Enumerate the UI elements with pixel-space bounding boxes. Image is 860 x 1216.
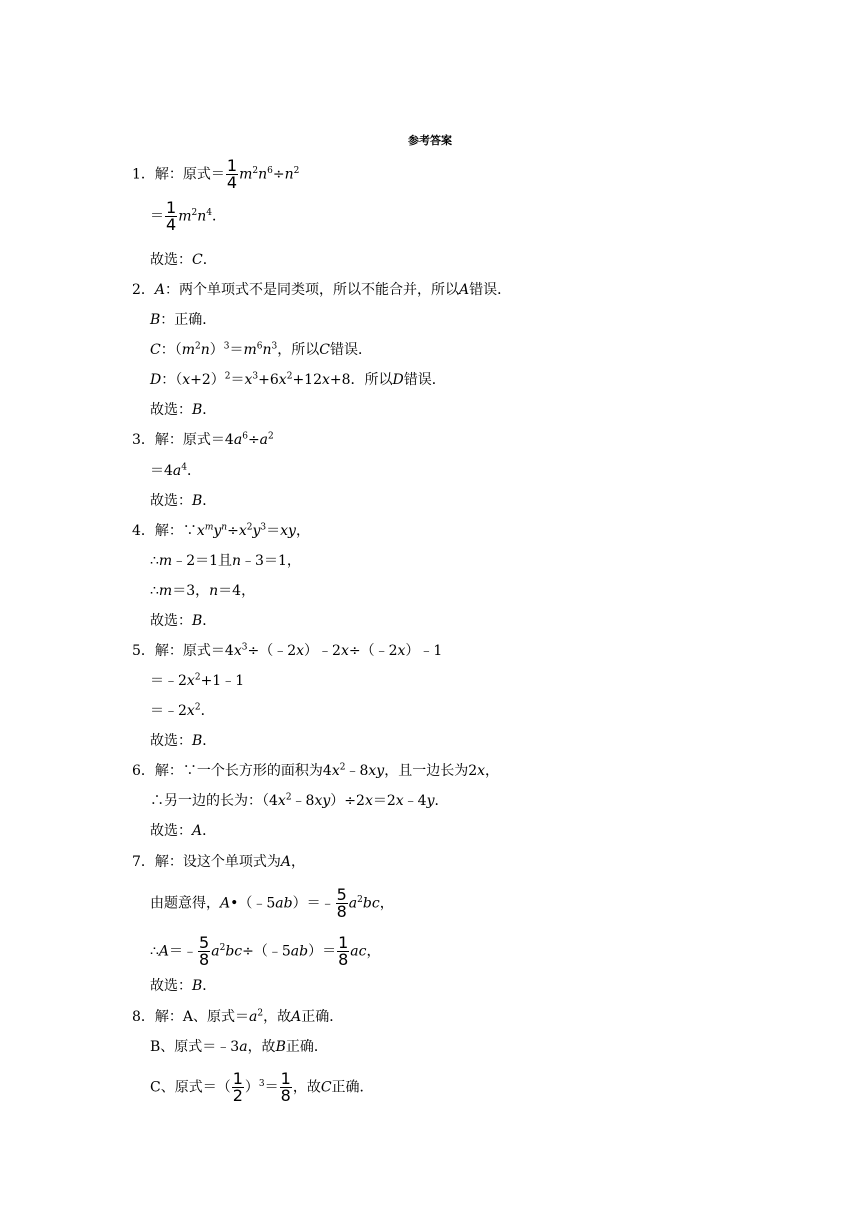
answer-8-line-3: C、原式＝（ $\frac{1}{2}$ ）$^3$＝ $\frac{1}{8}$ ，故C正确．	[150, 1069, 374, 1105]
answer-1-line-1: 1．解：原式＝ $\frac{1}{4}$ $m^2n^6\div n^2$	[132, 156, 300, 192]
fraction: $\frac{1}{8}$	[338, 933, 349, 969]
answer-5-line-3: $=﹣2x^2$．	[150, 702, 215, 719]
fraction: $\frac{5}{8}$	[199, 933, 210, 969]
answer-6-line-1: 6．解：∵一个长方形的面积为$4x^2﹣8xy$，且一边长为2x，	[132, 762, 500, 779]
answer-7-line-1: 7．解：设这个单项式为A，	[132, 854, 306, 870]
fraction: $\frac{1}{2}$	[232, 1069, 243, 1105]
fraction: $\frac{1}{4}$	[166, 198, 177, 234]
answer-3-choice: 故选：B．	[150, 493, 217, 509]
answer-2-line-1: 2．A：两个单项式不是同类项，所以不能合并，所以A错误．	[132, 282, 512, 298]
answer-1-line-2: ＝ $\frac{1}{4}$ $m^2n^4$．	[150, 198, 226, 234]
answer-8-line-2: B、原式＝﹣3a，故B正确．	[150, 1039, 328, 1055]
fraction: $\frac{5}{8}$	[336, 885, 347, 921]
fraction: $\frac{1}{4}$	[226, 156, 238, 192]
answer-5-line-1: 5．解：原式$=4x^3\div(﹣2x)﹣2x\div(﹣2x)﹣1$	[132, 642, 443, 659]
answer-2-line-2: B：正确．	[150, 312, 217, 328]
answer-4-line-2: ∴m﹣2＝1且n﹣3＝1，	[150, 553, 301, 569]
answer-3-line-2: $=4a^4$．	[150, 462, 202, 479]
answer-4-line-3: ∴m＝3，n＝4，	[150, 583, 256, 599]
answer-2-line-4: D：$(x+2)^2=x^3+6x^2+12x+8$．所以D错误．	[150, 371, 446, 388]
answer-7-choice: 故选：B．	[150, 978, 217, 994]
answer-4-line-1: 4．解：$\because x^my^n\div x^2y^3=xy$，	[132, 522, 310, 539]
answer-3-line-1: 3．解：原式$=4a^6\div a^2$	[132, 431, 274, 448]
answer-8-line-1: 8．解：A、原式$=a^2$，故A正确．	[132, 1008, 344, 1025]
answer-5-line-2: $=﹣2x^2+1﹣1$	[150, 672, 245, 689]
answer-2-line-3: C：$(m^2n)^3=m^6n^3$，所以C错误．	[150, 341, 372, 358]
page-title: 参考答案	[408, 134, 452, 147]
answer-5-choice: 故选：B．	[150, 733, 217, 749]
answer-1-choice: 故选：C．	[150, 252, 217, 268]
answer-4-choice: 故选：B．	[150, 613, 217, 629]
answer-2-choice: 故选：B．	[150, 402, 217, 418]
answer-6-choice: 故选：A．	[150, 823, 217, 839]
answer-7-line-3: ∴A＝﹣ $\frac{5}{8}$ $a^2bc\div(﹣5ab)=$ $\frac{1}{8}$ ac，	[150, 933, 381, 969]
answer-6-line-2: ∴另一边的长为：$(4x^2﹣8xy)\div 2x=2x﹣4y$．	[150, 792, 449, 809]
answer-7-line-2: 由题意得，A•（﹣5ab）＝﹣ $\frac{5}{8}$ $a^2bc$，	[150, 885, 394, 921]
fraction: $\frac{1}{8}$	[280, 1069, 291, 1105]
